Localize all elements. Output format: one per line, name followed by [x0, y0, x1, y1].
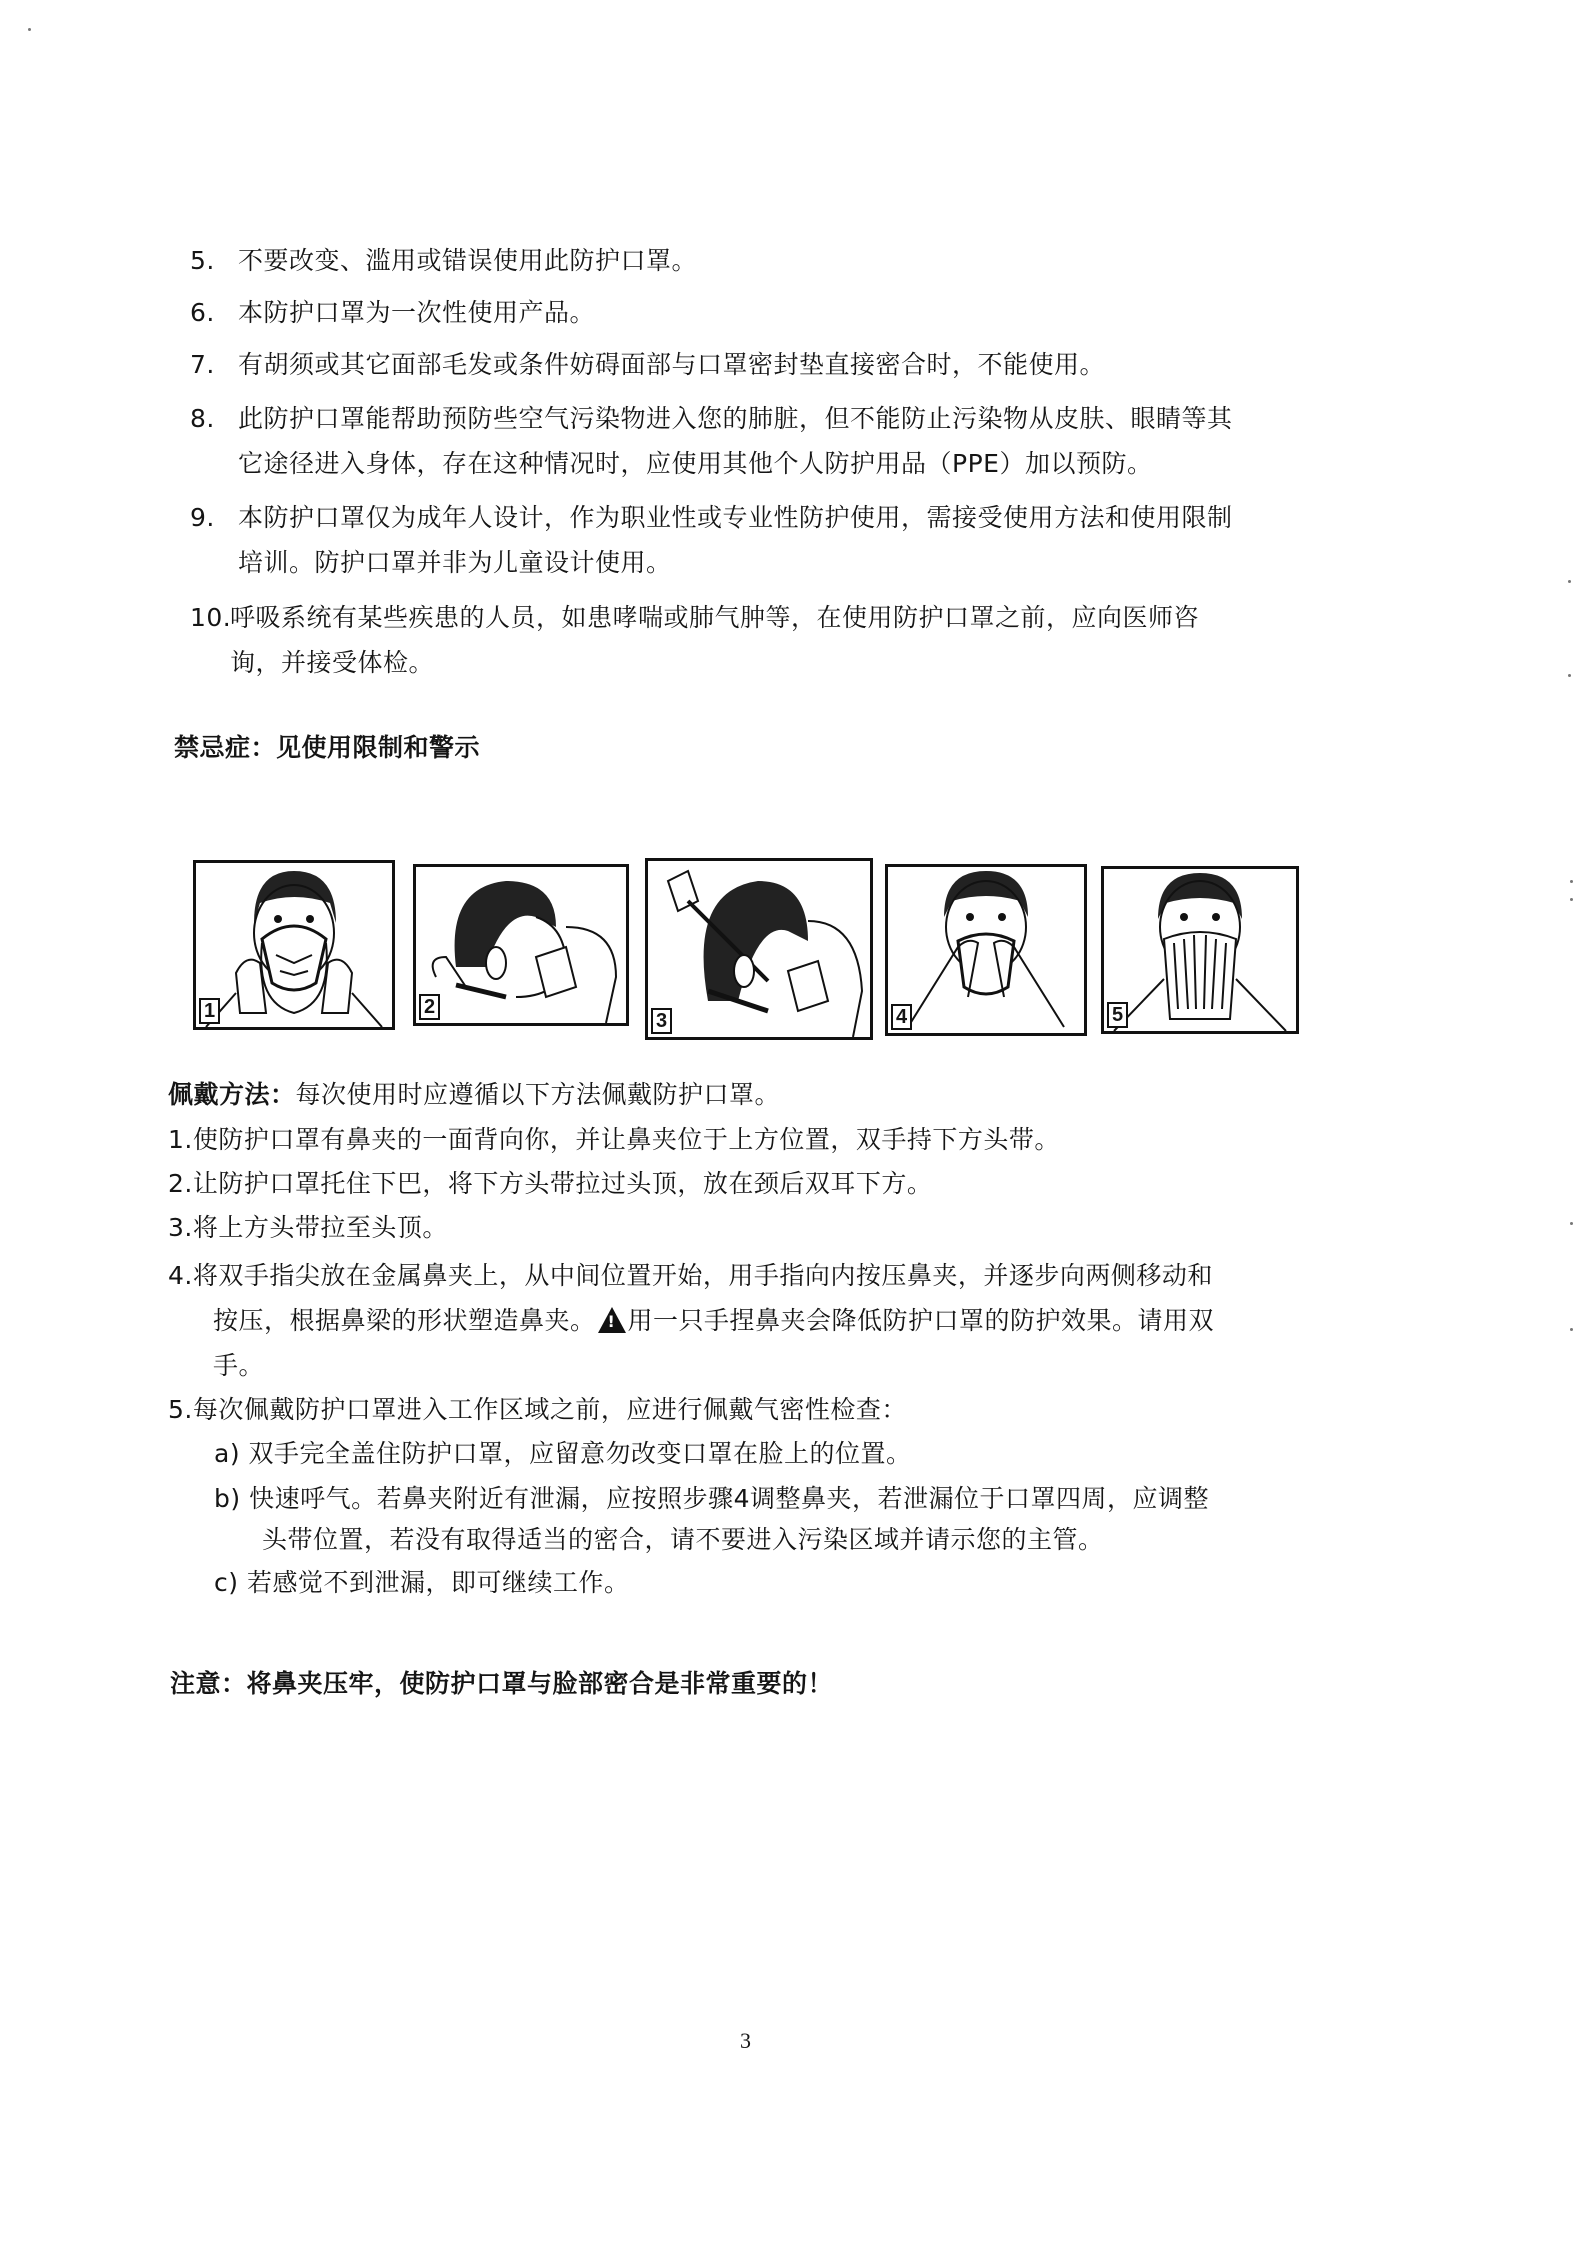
person-fit-check-icon	[1104, 869, 1296, 1031]
donning-intro: 每次使用时应遵循以下方法佩戴防护口罩。	[295, 1080, 781, 1109]
substep-text: 快速呼气。若鼻夹附近有泄漏，应按照步骤4调整鼻夹，若泄漏位于口罩四周，应调整	[249, 1484, 1209, 1513]
contraindication-label: 禁忌症：	[174, 733, 277, 762]
warning-item-10	[190, 600, 1199, 636]
item-text: 它途径进入身体，存在这种情况时，应使用其他个人防护用品（PPE）加以预防。	[238, 449, 1153, 478]
person-pressing-nose-clip-icon	[888, 867, 1084, 1033]
item-number: 5.	[190, 246, 215, 275]
item-text: 本防护口罩仅为成年人设计，作为职业性或专业性防护使用，需接受使用方法和使用限制	[238, 503, 1233, 532]
scan-speck	[1568, 674, 1571, 677]
step-number: 2.	[168, 1169, 193, 1198]
donning-heading	[168, 1077, 780, 1113]
substep-label: b)	[214, 1484, 241, 1513]
person-pulling-upper-strap-icon	[648, 861, 870, 1037]
item-number: 9.	[190, 503, 215, 532]
fit-check-c	[214, 1565, 629, 1601]
scan-speck	[1570, 1328, 1573, 1331]
substep-label: c)	[214, 1568, 239, 1597]
warning-item-8	[190, 401, 1233, 437]
item-text: 本防护口罩为一次性使用产品。	[238, 298, 596, 327]
item-text: 呼吸系统有某些疾患的人员，如患哮喘或肺气肿等，在使用防护口罩之前，应向医师咨	[230, 603, 1200, 632]
figure-number: 3	[651, 1008, 672, 1034]
donning-step-4-cont	[213, 1303, 1214, 1339]
donning-label: 佩戴方法：	[168, 1080, 296, 1109]
step-text: 将上方头带拉至头顶。	[192, 1213, 448, 1242]
substep-text: 若感觉不到泄漏，即可继续工作。	[246, 1568, 630, 1597]
item-text: 培训。防护口罩并非为儿童设计使用。	[238, 548, 672, 577]
warning-item-7	[190, 347, 1105, 383]
step-number: 4.	[168, 1261, 193, 1290]
step-text: 按压，根据鼻梁的形状塑造鼻夹。	[213, 1306, 596, 1335]
substep-label: a)	[214, 1439, 241, 1468]
figure-1	[193, 860, 395, 1030]
step-text: 手。	[213, 1351, 265, 1380]
figure-number: 2	[419, 994, 440, 1020]
warning-item-6	[190, 295, 595, 331]
item-text: 询，并接受体检。	[230, 648, 435, 677]
notice-label: 注意：	[170, 1669, 247, 1698]
page-number: 3	[740, 2028, 751, 2053]
figure-3	[645, 858, 873, 1040]
substep-text: 双手完全盖住防护口罩，应留意勿改变口罩在脸上的位置。	[248, 1439, 912, 1468]
fit-check-b-cont	[262, 1522, 1104, 1558]
item-number: 10.	[190, 603, 232, 632]
donning-step-3	[168, 1210, 448, 1246]
contraindication-text: 见使用限制和警示	[276, 733, 481, 762]
figure-number: 1	[199, 998, 220, 1024]
step-number: 5.	[168, 1395, 193, 1424]
warning-item-9-cont	[238, 545, 672, 581]
substep-text: 头带位置，若没有取得适当的密合，请不要进入污染区域并请示您的主管。	[262, 1525, 1104, 1554]
notice-text: 将鼻夹压牢，使防护口罩与脸部密合是非常重要的！	[246, 1669, 834, 1698]
item-text: 此防护口罩能帮助预防些空气污染物进入您的肺脏，但不能防止污染物从皮肤、眼睛等其	[238, 404, 1233, 433]
item-text: 不要改变、滥用或错误使用此防护口罩。	[238, 246, 698, 275]
donning-step-4	[168, 1258, 1213, 1294]
scan-speck	[1568, 580, 1571, 583]
figure-number: 5	[1107, 1002, 1128, 1028]
scan-speck	[28, 28, 31, 31]
donning-step-2	[168, 1166, 932, 1202]
contraindication-heading	[174, 730, 480, 766]
scan-speck	[1570, 1222, 1573, 1225]
step-text: 让防护口罩托住下巴，将下方头带拉过头顶，放在颈后双耳下方。	[192, 1169, 933, 1198]
item-number: 8.	[190, 404, 215, 433]
person-placing-lower-strap-icon	[416, 867, 626, 1023]
donning-step-1	[168, 1122, 1060, 1158]
warning-triangle-icon	[598, 1307, 626, 1333]
step-text: 使防护口罩有鼻夹的一面背向你，并让鼻夹位于上方位置，双手持下方头带。	[192, 1125, 1060, 1154]
warning-item-10-cont	[230, 645, 434, 681]
step-text: 将双手指尖放在金属鼻夹上，从中间位置开始，用手指向内按压鼻夹，并逐步向两侧移动和	[192, 1261, 1213, 1290]
step-number: 3.	[168, 1213, 193, 1242]
warning-item-5	[190, 243, 697, 279]
step-text: 每次佩戴防护口罩进入工作区域之前，应进行佩戴气密性检查：	[192, 1395, 907, 1424]
scan-speck	[1570, 880, 1573, 883]
item-number: 7.	[190, 350, 215, 379]
donning-step-5	[168, 1392, 907, 1428]
figure-5	[1101, 866, 1299, 1034]
warning-item-8-cont	[238, 446, 1152, 482]
item-number: 6.	[190, 298, 215, 327]
notice	[170, 1666, 833, 1702]
warning-item-9	[190, 500, 1233, 536]
figure-2	[413, 864, 629, 1026]
fit-check-b	[214, 1481, 1209, 1517]
scan-speck	[1570, 898, 1573, 901]
step-text: 用一只手捏鼻夹会降低防护口罩的防护效果。请用双	[627, 1306, 1215, 1335]
donning-step-4-cont2	[213, 1348, 264, 1384]
person-holding-mask-icon	[196, 863, 392, 1027]
figure-4	[885, 864, 1087, 1036]
step-number: 1.	[168, 1125, 193, 1154]
fit-check-a	[214, 1436, 912, 1472]
figure-number: 4	[891, 1004, 912, 1030]
item-text: 有胡须或其它面部毛发或条件妨碍面部与口罩密封垫直接密合时，不能使用。	[238, 350, 1106, 379]
donning-illustrations	[193, 856, 1293, 1036]
